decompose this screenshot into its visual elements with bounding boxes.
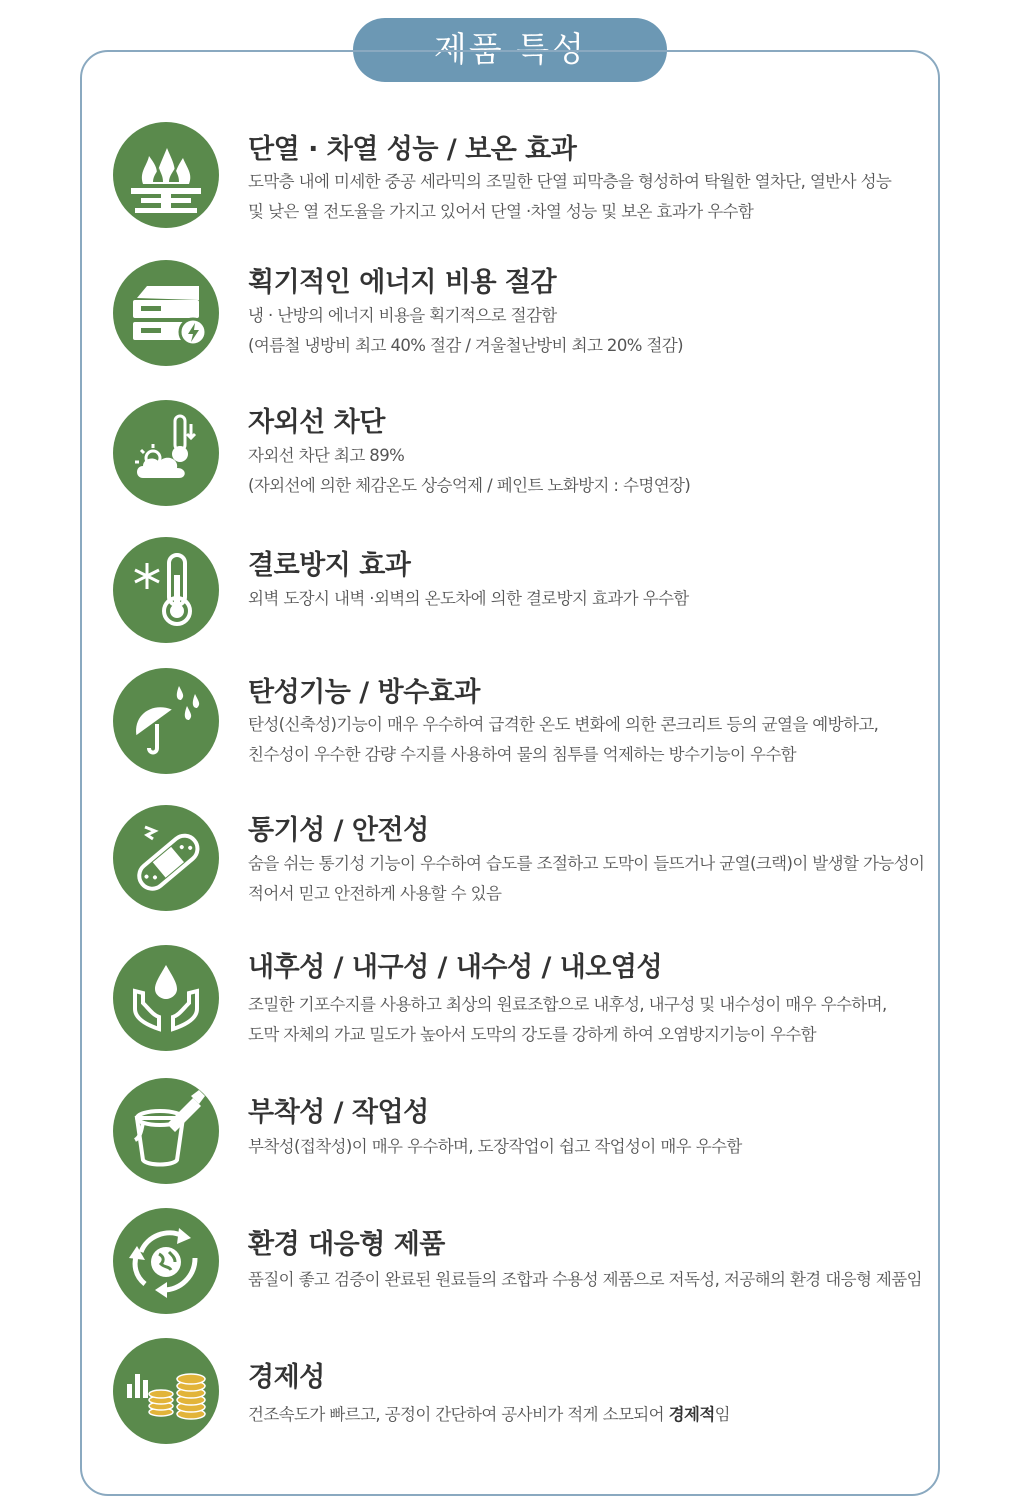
hands-water-drop-icon (113, 945, 219, 1051)
feature-description: 숨을 쉬는 통기성 기능이 우수하여 습도를 조절하고 도막이 들뜨거나 균열(크랙)이 발생할 가능성이 (248, 854, 925, 873)
feature-title: 단열 · 차열 성능 / 보온 효과 (248, 134, 577, 165)
feature-title: 부착성 / 작업성 (248, 1097, 429, 1128)
feature-title: 자외선 차단 (248, 407, 385, 438)
recycle-globe-icon (113, 1208, 219, 1314)
feature-description: 도막층 내에 미세한 중공 세라믹의 조밀한 단열 피막층을 형성하여 탁월한 열차단, 열반사 성능 (248, 172, 892, 191)
feature-title: 통기성 / 안전성 (248, 815, 429, 846)
feature-description (248, 1401, 730, 1425)
feature-description: 및 낮은 열 전도율을 가지고 있어서 단열 ·차열 성능 및 보온 효과가 우수함 (248, 202, 754, 221)
feature-description: 품질이 좋고 검증이 완료된 원료들의 조합과 수용성 제품으로 저독성, 저공해의 환경 대응형 제품임 (248, 1270, 922, 1289)
feature-description: 외벽 도장시 내벽 ·외벽의 온도차에 의한 결로방지 효과가 우수함 (248, 589, 689, 608)
feature-description: 조밀한 기포수지를 사용하고 최상의 원료조합으로 내후성, 내구성 및 내수성이 매우 우수하며, (248, 995, 887, 1014)
feature-description: 적어서 믿고 안전하게 사용할 수 있음 (248, 884, 502, 903)
feature-description: 도막 자체의 가교 밀도가 높아서 도막의 강도를 강하게 하여 오염방지기능이 우수함 (248, 1025, 816, 1044)
feature-title: 탄성기능 / 방수효과 (248, 677, 480, 708)
description-text: 임 (714, 1405, 731, 1424)
feature-title: 결로방지 효과 (248, 550, 411, 581)
bandage-icon (113, 805, 219, 911)
feature-title: 환경 대응형 제품 (248, 1229, 445, 1260)
paint-bucket-brush-icon (113, 1078, 219, 1184)
page-title: 제품 특성 (353, 18, 667, 82)
feature-description: 탄성(신축성)기능이 매우 우수하여 급격한 온도 변화에 의한 콘크리트 등의 균열을 예방하고, (248, 715, 879, 734)
feature-description: 자외선 차단 최고 89% (248, 446, 405, 465)
umbrella-rain-icon (113, 668, 219, 774)
coins-chart-icon (113, 1338, 219, 1444)
feature-description: (여름철 냉방비 최고 40% 절감 / 겨울철난방비 최고 20% 절감) (248, 336, 683, 355)
battery-energy-icon (113, 260, 219, 366)
feature-description: 냉 · 난방의 에너지 비용을 획기적으로 절감함 (248, 306, 557, 325)
weather-thermometer-icon (113, 400, 219, 506)
description-text: 건조속도가 빠르고, 공정이 간단하여 공사비가 적게 소모되어 (248, 1405, 669, 1424)
fire-insulation-icon (113, 122, 219, 228)
feature-description: 친수성이 우수한 감량 수지를 사용하여 물의 침투를 억제하는 방수기능이 우수함 (248, 745, 796, 764)
feature-description: (자외선에 의한 체감온도 상승억제 / 페인트 노화방지 : 수명연장) (248, 476, 691, 495)
feature-title: 내후성 / 내구성 / 내수성 / 내오염성 (248, 952, 663, 983)
description-highlight: 경제적 (668, 1405, 715, 1424)
feature-description: 부착성(접착성)이 매우 우수하며, 도장작업이 쉽고 작업성이 매우 우수함 (248, 1137, 742, 1156)
feature-title: 획기적인 에너지 비용 절감 (248, 267, 557, 298)
feature-title: 경제성 (248, 1362, 325, 1393)
snowflake-thermometer-icon (113, 537, 219, 643)
